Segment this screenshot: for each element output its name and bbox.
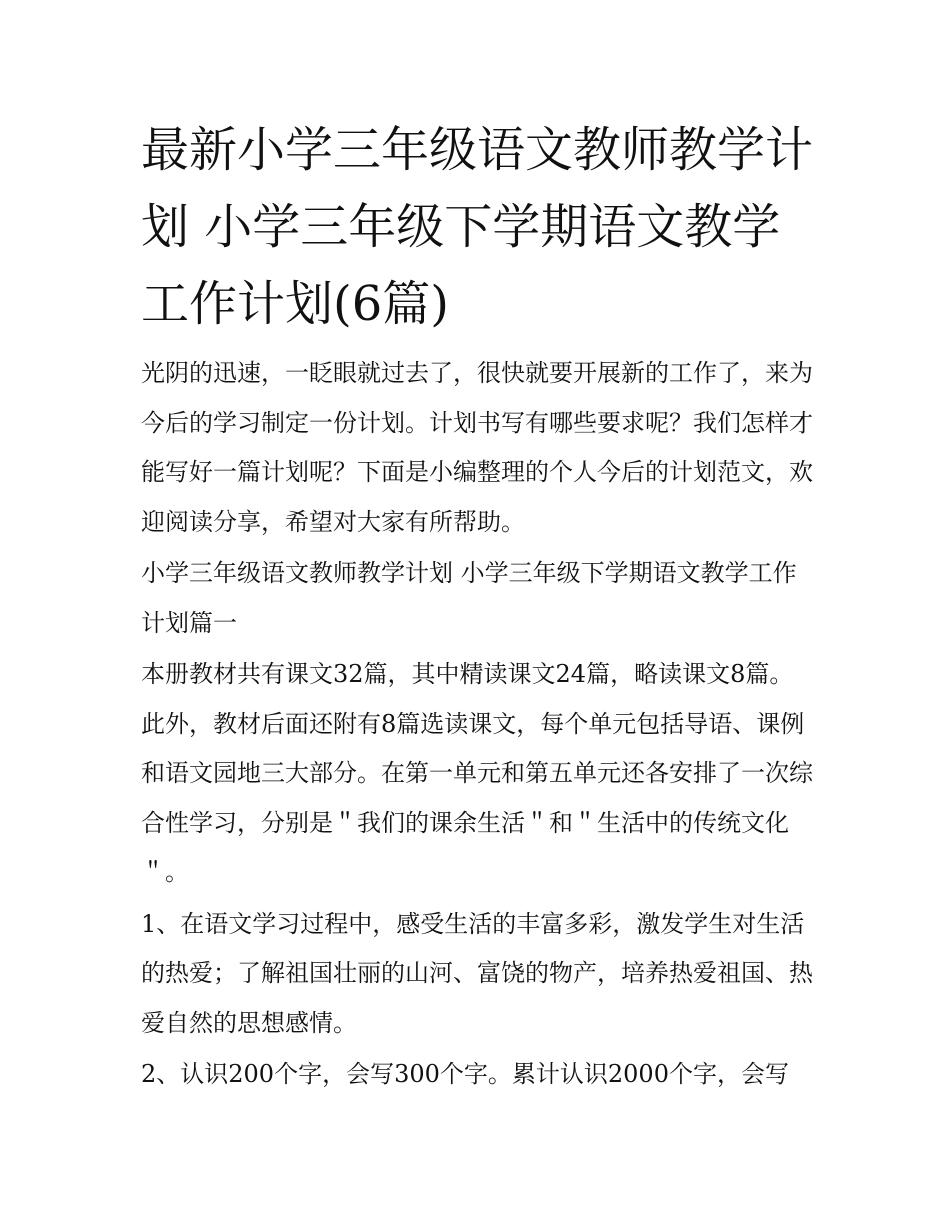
section-heading: 小学三年级语文教师教学计划 小学三年级下学期语文教学工作计划篇一 [141,559,797,637]
document-page [141,112,813,1102]
body-paragraph: 本册教材共有课文32篇，其中精读课文24篇，略读课文8篇。此外，教材后面还附有8篇选读课文，每个单元包括导语、课例和语文园地三大部分。在第一单元和第五单元还各安排了一次综合性学习，分别是＂我们的课余生活＂和＂生活中的传统文化＂。 [141,660,813,886]
document-title: 最新小学三年级语文教师教学计划 小学三年级下学期语文教学工作计划(6篇) [141,122,814,332]
list-item: 1、在语文学习过程中，感受生活的丰富多彩，激发学生对生活的热爱；了解祖国壮丽的山河、富饶的物产，培养热爱祖国、热爱自然的思想感情。 [141,909,813,1037]
list-item: 2、认识200个字，会写300个字。累计认识2000个字，会写 [141,1060,789,1088]
intro-paragraph: 光阴的迅速，一眨眼就过去了，很快就要开展新的工作了，来为今后的学习制定一份计划。计划书写有哪些要求呢？我们怎样才能写好一篇计划呢？下面是小编整理的个人今后的计划范文，欢迎阅读分享，希望对大家有所帮助。 [141,359,813,536]
